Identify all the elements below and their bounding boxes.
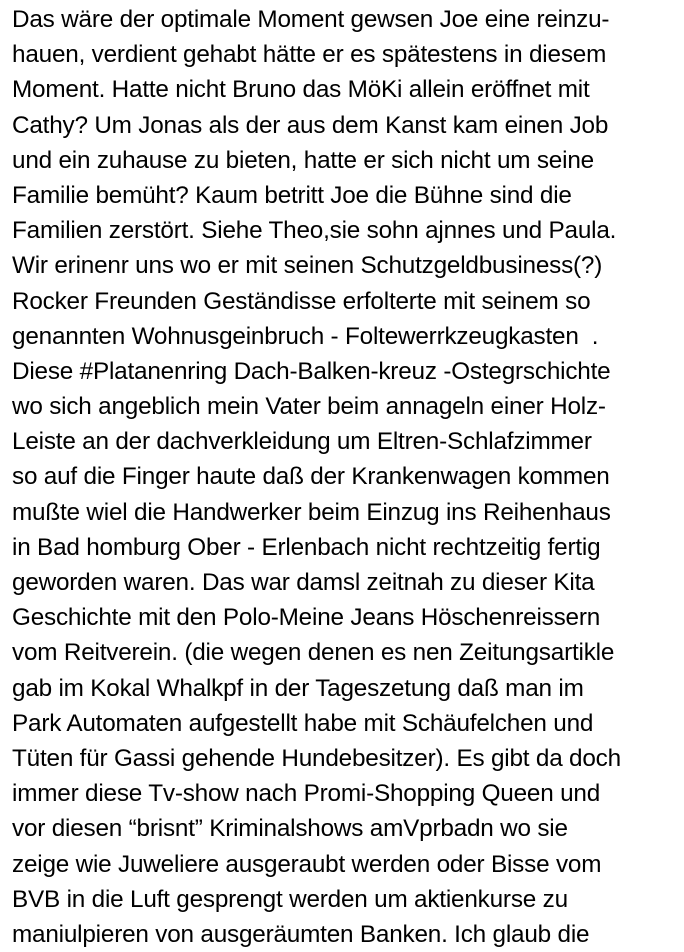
text-line: Diese #Platanenring Dach-Balken-kreuz -Ostegrschichte <box>12 357 611 385</box>
text-line: Moment. Hatte nicht Bruno das MöKi allein eröffnet mit <box>12 76 590 104</box>
text-line: wo sich angeblich mein Vater beim annageln einer Holz- <box>12 393 606 421</box>
text-line: in Bad homburg Ober - Erlenbach nicht rechtzeitig fertig <box>12 533 601 561</box>
text-line: vor diesen “brisnt” Kriminalshows amVprbadn wo sie <box>12 815 568 843</box>
text-line: Tüten für Gassi gehende Hundebesitzer). Es gibt da doch <box>12 744 621 772</box>
text-line: zeige wie Juweliere ausgeraubt werden oder Bisse vom <box>12 850 602 878</box>
text-line: hauen, verdient gehabt hätte er es spätestens in diesem <box>12 41 607 69</box>
text-line: und ein zuhause zu bieten, hatte er sich nicht um seine <box>12 146 594 174</box>
text-line: BVB in die Luft gesprengt werden um aktienkurse zu <box>12 885 568 913</box>
text-line: Geschichte mit den Polo-Meine Jeans Höschenreissern <box>12 604 601 632</box>
text-line: Leiste an der dachverkleidung um Eltren-Schlafzimmer <box>12 428 592 456</box>
text-line: genannten Wohnusgeinbruch - Foltewerrkzeugkasten . <box>12 322 599 350</box>
text-line: mußte wiel die Handwerker beim Einzug ins Reihenhaus <box>12 498 611 526</box>
text-line: Rocker Freunden Geständisse erfolterte mit seinem so <box>12 287 591 315</box>
text-line: gab im Kokal Whalkpf in der Tageszetung daß man im <box>12 674 584 702</box>
text-line: so auf die Finger haute daß der Krankenwagen kommen <box>12 463 610 491</box>
text-line: maniulpieren von ausgeräumten Banken. Ich glaub die <box>12 920 590 948</box>
text-line: Park Automaten aufgestellt habe mit Schäufelchen und <box>12 709 594 737</box>
text-line: vom Reitverein. (die wegen denen es nen Zeitungsartikle <box>12 639 615 667</box>
text-line: Cathy? Um Jonas als der aus dem Kanst kam einen Job <box>12 111 609 139</box>
text-line: Familie bemüht? Kaum betritt Joe die Bühne sind die <box>12 181 572 209</box>
body-text <box>12 2 676 952</box>
text-line: Familien zerstört. Siehe Theo,sie sohn ajnnes und Paula. <box>12 217 617 245</box>
text-line: geworden waren. Das war damsl zeitnah zu dieser Kita <box>12 569 595 596</box>
text-line: immer diese Tv-show nach Promi-Shopping Queen und <box>12 780 601 808</box>
text-line: Wir erinenr uns wo er mit seinen Schutzgeldbusiness(?) <box>12 252 603 280</box>
text-line: Das wäre der optimale Moment gewsen Joe eine reinzu- <box>12 6 610 33</box>
